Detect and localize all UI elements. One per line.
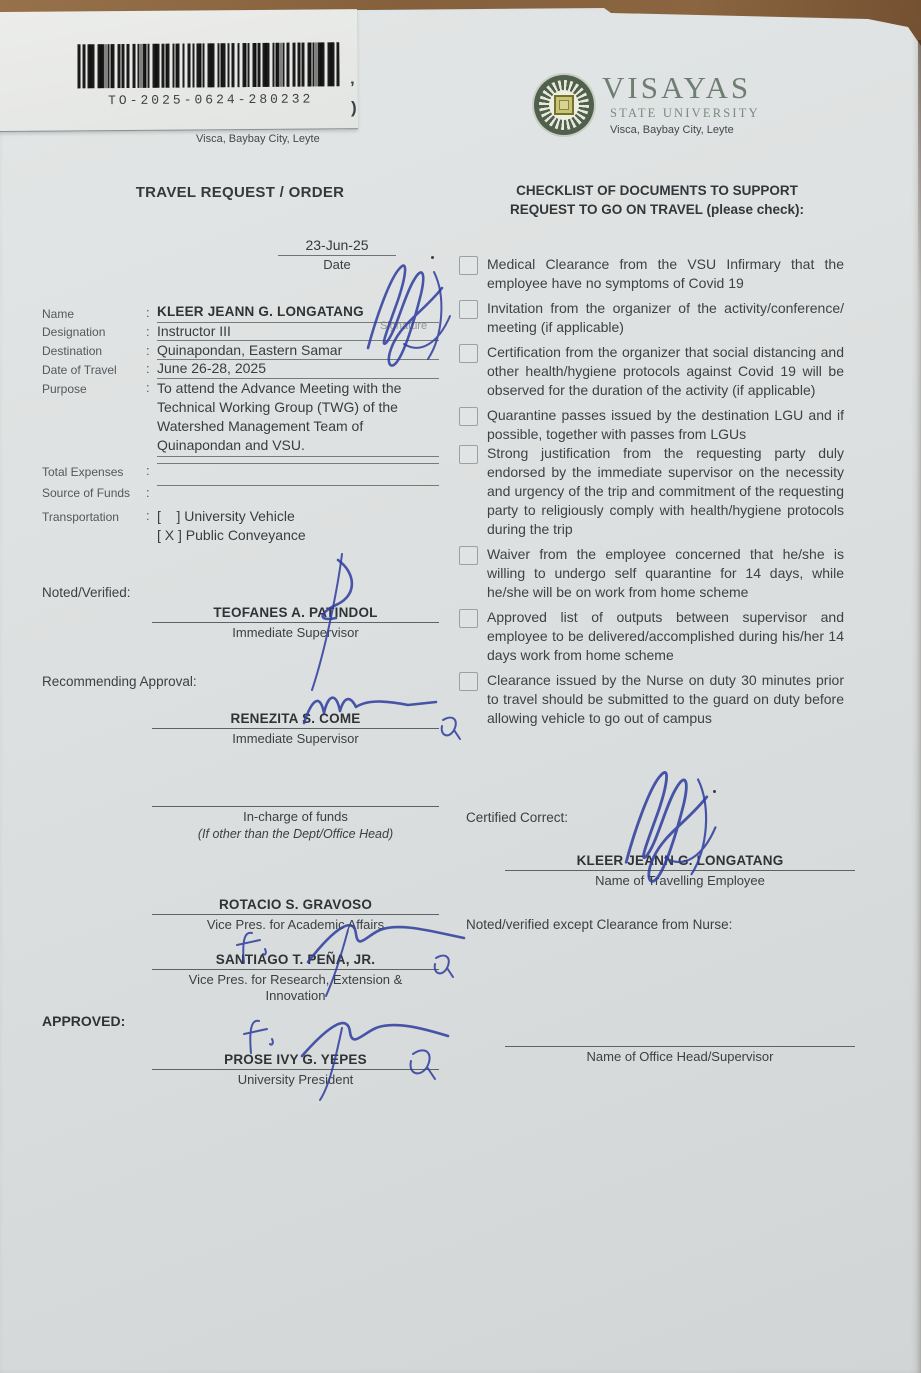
field-designation-label: Designation: [42, 325, 106, 340]
signature-supervisor2: [292, 683, 444, 731]
recommending-approval-label: Recommending Approval:: [42, 674, 197, 689]
office-head-block: [505, 1031, 855, 1065]
noted-verified-label: Noted/Verified:: [42, 585, 131, 600]
checkbox-icon: [459, 445, 478, 464]
field-purpose: Purpose : To attend the Advance Meeting with the Technical Working Group (TWG) of the Watershed Management Team of Quinapondan and VSU.: [42, 379, 439, 457]
checklist-item-text: Quarantine passes issued by the destination LGU and if possible, together with passes from LGUs: [487, 407, 844, 442]
left-letterhead-address: Visca, Baybay City, Leyte: [196, 133, 320, 145]
barcode-icon: [77, 42, 339, 88]
vp-research-title-line1: Vice Pres. for Research, Extension &: [188, 972, 403, 987]
checklist-item-text: Clearance issued by the Nurse on duty 30 minutes prior to travel should be submitted to the guard on duty before allowing vehicle to go out of campus: [487, 672, 844, 726]
date-label: Date: [323, 257, 351, 272]
pen-paren-mark: ): [351, 98, 357, 117]
university-subtitle: STATE UNIVERSITY: [610, 106, 760, 120]
supervisor1-title: Immediate Supervisor: [232, 625, 359, 640]
signature-initial-mark: [437, 712, 461, 740]
field-destination: Destination : Quinapondan, Eastern Samar: [42, 342, 439, 361]
signature-initial-mark: [404, 1044, 436, 1082]
expense-fields: [42, 462, 439, 506]
checklist-title-line2: REQUEST TO GO ON TRAVEL (please check):: [509, 201, 805, 217]
field-source-of-funds-value: [157, 484, 439, 486]
checkbox-university-vehicle: [ ]: [157, 508, 181, 524]
field-purpose-value: To attend the Advance Meeting with the Technical Working Group (TWG) of the Watershed Management Team of Quinapondan and VSU.: [157, 379, 439, 457]
signature-supervisor1: [282, 552, 382, 694]
checkbox-icon: [459, 609, 478, 628]
date-value: 23-Jun-25: [278, 237, 396, 256]
travelling-employee-title: Name of Travelling Employee: [595, 873, 765, 888]
checklist-item-medical-clearance: [459, 255, 853, 293]
signature-initial-mark: [430, 950, 454, 978]
field-name-label: Name: [42, 306, 75, 321]
president-title: University President: [237, 1072, 354, 1087]
field-destination-label: Destination: [42, 344, 103, 359]
in-charge-signature-line: [152, 791, 439, 807]
field-total-expenses-label: Total Expenses: [42, 464, 124, 479]
checklist-item-text: Certification from the organizer that social distancing and other health/hygiene protocols against Covid 19 will be observed for the duration of the activity (if applicable): [487, 344, 844, 398]
seal-center-square: [554, 95, 574, 115]
office-head-title: Name of Office Head/Supervisor: [586, 1049, 774, 1064]
field-purpose-label: Purpose: [42, 381, 87, 396]
supervisor2-name: RENEZITA S. COME: [152, 711, 439, 729]
certified-correct-label: Certified Correct:: [466, 810, 569, 825]
checklist-title-line1: CHECKLIST OF DOCUMENTS TO SUPPORT: [516, 183, 798, 198]
field-designation: Designation : Instructor III: [42, 323, 439, 342]
checklist: [459, 255, 853, 734]
supervisor1-name: TEOFANES A. PATINDOL: [152, 605, 439, 623]
field-source-of-funds: Source of Funds :: [42, 484, 439, 506]
vp-academic-title: Vice Pres. for Academic Affairs: [206, 917, 385, 932]
university-seal-icon: [534, 75, 594, 135]
signature-for-mark-vp: [232, 925, 268, 967]
field-date-of-travel-label: Date of Travel: [42, 362, 117, 377]
checklist-item-certification: [459, 343, 853, 400]
transportation-field: Transportation : [ ] University Vehicle [ X ] Public Conveyance: [42, 507, 439, 545]
checkbox-icon: [459, 546, 478, 565]
form-title: TRAVEL REQUEST / ORDER: [135, 184, 345, 201]
field-source-of-funds-label: Source of Funds: [42, 486, 131, 501]
pen-tick-mark: ’: [350, 78, 355, 97]
field-date-of-travel-value: June 26-28, 2025: [157, 360, 439, 379]
signature-hint-label: Signature: [380, 320, 428, 332]
checklist-item-strong-justification: [459, 444, 853, 539]
field-designation-value: Instructor III: [157, 323, 439, 342]
transportation-option-university-vehicle: [ ] University Vehicle: [157, 508, 295, 524]
checklist-item-text: Approved list of outputs between supervisor and employee to be delivered/accomplished during his/her 14 days work from home scheme: [487, 609, 844, 663]
transportation-label: Transportation: [42, 509, 119, 524]
checkbox-icon: [459, 407, 478, 426]
checklist-item-invitation: [459, 299, 853, 337]
university-name: VISAYAS: [602, 70, 752, 105]
transportation-option-public-conveyance: [ X ] Public Conveyance: [157, 526, 306, 543]
travelling-employee-name: KLEER JEANN G. LONGATANG: [505, 853, 855, 871]
checklist-item-text: Invitation from the organizer of the activity/conference/ meeting (if applicable): [487, 300, 844, 335]
barcode-sticker: [0, 9, 358, 132]
checklist-item-waiver: [459, 545, 853, 602]
vp-research-name: SANTIAGO T. PEÑA, JR.: [152, 952, 439, 970]
checklist-item-text: Strong justification from the requesting party duly endorsed by the immediate supervisor on the necessity and urgency of the trip and commitment of the requesting party to religiously comply with health/hygiene protocols during the trip: [487, 445, 844, 537]
field-destination-value: Quinapondan, Eastern Samar: [157, 342, 439, 361]
office-head-signature-line: [505, 1031, 855, 1047]
field-total-expenses-value: [157, 462, 439, 464]
tracking-number: TO-2025-0624-280232: [108, 91, 314, 109]
checklist-item-text: Waiver from the employee concerned that he/she is willing to undergo self quarantine for 14 days, while he/she will be on work from home scheme: [487, 546, 844, 600]
noted-except-label: Noted/verified except Clearance from Nurse:: [466, 917, 733, 932]
checkbox-public-conveyance: [ X ]: [157, 526, 182, 543]
checklist-item-quarantine-passes: [459, 406, 853, 444]
field-total-expenses: Total Expenses :: [42, 462, 439, 484]
checklist-item-nurse-clearance: [459, 671, 853, 728]
checklist-item-text: Medical Clearance from the VSU Infirmary that the employee have no symptoms of Covid 19: [487, 256, 844, 291]
university-address: Visca, Baybay City, Leyte: [610, 124, 734, 136]
field-name-value: KLEER JEANN G. LONGATANG: [157, 304, 439, 323]
vp-academic-name: ROTACIO S. GRAVOSO: [152, 897, 439, 915]
checklist-title: [461, 182, 853, 219]
field-name: Name : KLEER JEANN G. LONGATANG: [42, 304, 439, 323]
president-name: PROSE IVY G. YEPES: [152, 1052, 439, 1070]
vp-research-title-line2: Innovation: [265, 987, 326, 1003]
signature-employee: [348, 256, 463, 368]
field-date-of-travel: Date of Travel : June 26-28, 2025: [42, 360, 439, 379]
supervisor2-title: Immediate Supervisor: [232, 731, 359, 746]
approved-label: APPROVED:: [42, 1013, 126, 1029]
in-charge-of-funds-block: [152, 791, 439, 842]
signature-for-mark-president: [238, 1013, 276, 1057]
signature-employee-certified: [592, 762, 742, 884]
in-charge-subtitle: (If other than the Dept/Office Head): [197, 826, 394, 841]
checklist-item-approved-outputs: [459, 608, 853, 665]
in-charge-title: In-charge of funds: [243, 809, 348, 824]
checkbox-icon: [459, 672, 478, 691]
